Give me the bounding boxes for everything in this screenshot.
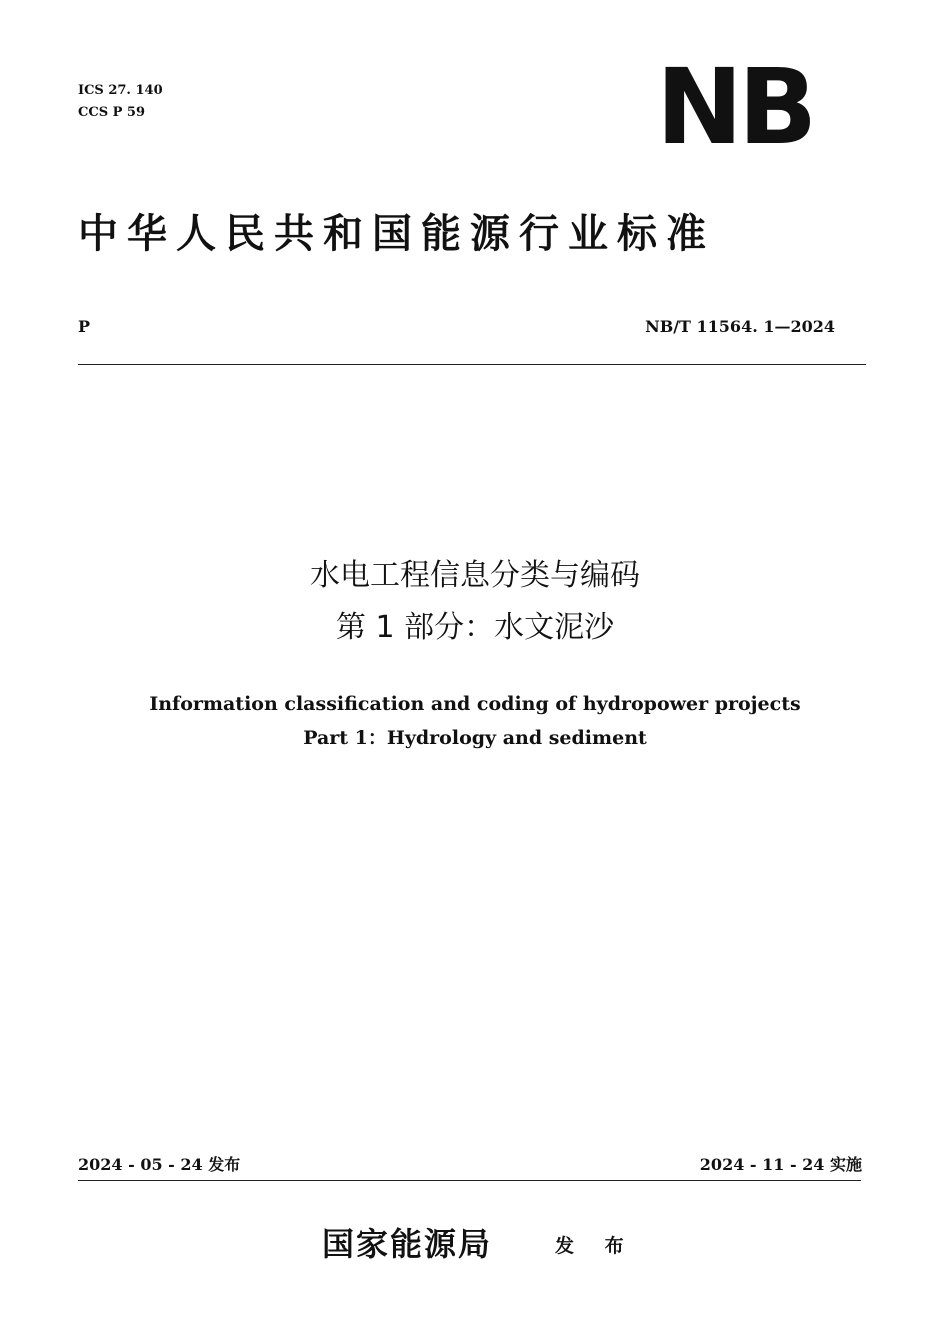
issuing-authority: 国家能源局 bbox=[322, 1225, 493, 1263]
issue-label: 发 布 bbox=[555, 1235, 636, 1257]
standard-category-title: 中华人民共和国能源行业标准 bbox=[78, 210, 715, 257]
standard-number: NB/T 11564. 1—2024 bbox=[645, 317, 835, 336]
top-divider bbox=[78, 364, 866, 365]
publication-date: 2024 - 05 - 24 发布 bbox=[78, 1155, 241, 1174]
classification-codes bbox=[78, 80, 163, 124]
chinese-title-line-1: 水电工程信息分类与编码 bbox=[310, 558, 640, 593]
english-title-line-1: Information classification and coding of hydropower projects bbox=[149, 693, 801, 715]
implementation-date: 2024 - 11 - 24 实施 bbox=[699, 1155, 862, 1174]
nb-logo: NB bbox=[656, 46, 813, 168]
chinese-title-line-2: 第 1 部分：水文泥沙 bbox=[335, 610, 615, 645]
ccs-code: CCS P 59 bbox=[78, 105, 145, 120]
english-title-line-2: Part 1：Hydrology and sediment bbox=[303, 727, 647, 749]
classification-letter: P bbox=[78, 317, 91, 336]
bottom-divider bbox=[78, 1180, 861, 1181]
ics-code: ICS 27. 140 bbox=[78, 83, 163, 98]
